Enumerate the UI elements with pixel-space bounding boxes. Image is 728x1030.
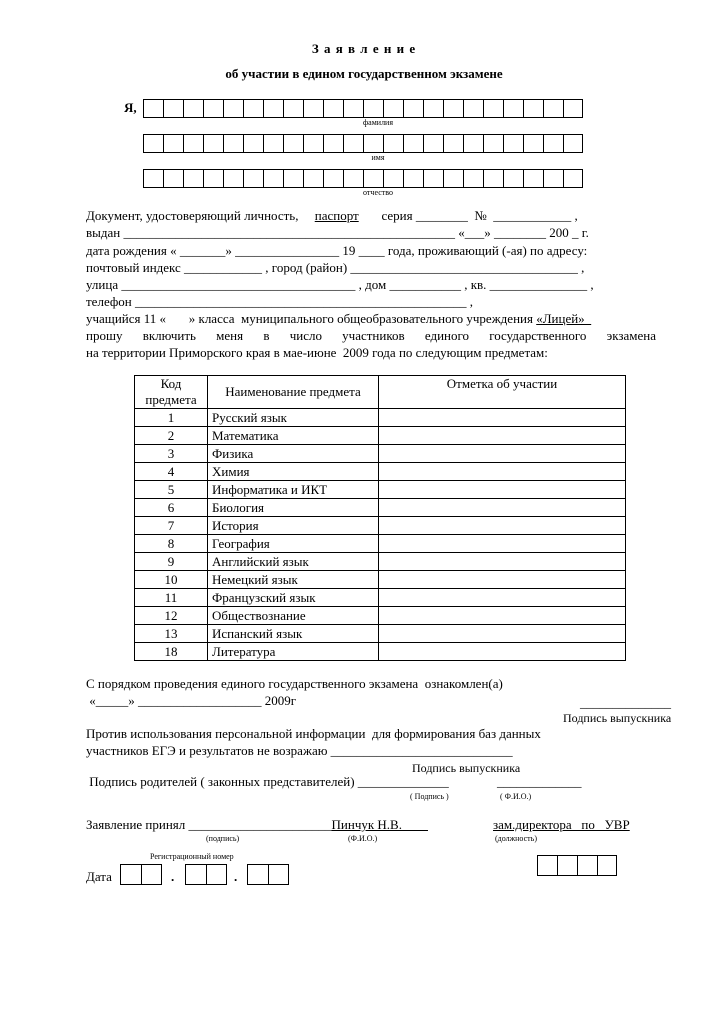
- subject-name: География: [208, 535, 379, 553]
- student-school: «Лицей»: [536, 311, 592, 326]
- subject-name: Биология: [208, 499, 379, 517]
- subject-code: 5: [135, 481, 208, 499]
- participation-mark-cell[interactable]: [379, 625, 626, 643]
- accepted-name: Пинчук Н.В.: [331, 817, 428, 832]
- table-row: [135, 589, 626, 607]
- document-title: З а я в л е н и е: [311, 41, 417, 56]
- name-cells[interactable]: [143, 134, 583, 153]
- table-row: [135, 517, 626, 535]
- participation-mark-cell[interactable]: [379, 607, 626, 625]
- table-row: [135, 499, 626, 517]
- patronymic-cells[interactable]: [143, 169, 583, 188]
- registration-number-cells[interactable]: [537, 855, 617, 876]
- header-mark: Отметка об участии: [379, 376, 626, 409]
- table-row: [135, 445, 626, 463]
- parents-line: Подпись родителей ( законных представителей) ______________: [86, 774, 449, 789]
- caption-position: (должность): [495, 834, 537, 843]
- parents-sign-caption: ( Подпись ): [410, 792, 449, 801]
- subject-name: Литература: [208, 643, 379, 661]
- document-subtitle: об участии в едином государственном экзамене: [225, 66, 503, 81]
- table-row: [135, 409, 626, 427]
- subject-code: 3: [135, 445, 208, 463]
- caption-fio: (Ф.И.О.): [348, 834, 378, 843]
- date-month-cells[interactable]: [185, 864, 227, 885]
- name-caption: имя: [371, 153, 385, 162]
- subject-name: Французский язык: [208, 589, 379, 607]
- subject-code: 8: [135, 535, 208, 553]
- header-name: Наименование предмета: [208, 376, 379, 409]
- subject-code: 10: [135, 571, 208, 589]
- subject-name: Английский язык: [208, 553, 379, 571]
- table-row: [135, 553, 626, 571]
- subject-name: Немецкий язык: [208, 571, 379, 589]
- subject-code: 6: [135, 499, 208, 517]
- consent-line-1: Против использования персональной информации для формирования баз данных: [86, 726, 541, 741]
- subject-name: Математика: [208, 427, 379, 445]
- participation-mark-cell[interactable]: [379, 589, 626, 607]
- subject-code: 7: [135, 517, 208, 535]
- date-dot-2: .: [234, 869, 238, 884]
- street-line: улица ____________________________________ , дом ___________ , кв. _______________ ,: [86, 277, 594, 292]
- subject-name: Химия: [208, 463, 379, 481]
- graduate-sign-line: ______________: [580, 695, 671, 710]
- birth-line: дата рождения « _______» ________________ 19 ____ года, проживающий (-ая) по адресу:: [86, 243, 588, 258]
- doc-suffix: серия ________ № ____________ ,: [381, 208, 578, 223]
- subject-name: Испанский язык: [208, 625, 379, 643]
- subject-code: 13: [135, 625, 208, 643]
- doc-prefix: Документ, удостоверяющий личность,: [86, 208, 299, 223]
- parents-fio-line: _____________: [497, 774, 582, 789]
- parents-fio-caption: ( Ф.И.О.): [500, 792, 532, 801]
- table-row: [135, 625, 626, 643]
- table-row: [135, 571, 626, 589]
- subject-code: 11: [135, 589, 208, 607]
- participation-mark-cell[interactable]: [379, 427, 626, 445]
- subject-name: Физика: [208, 445, 379, 463]
- subject-code: 9: [135, 553, 208, 571]
- phone-line: телефон ___________________________________________________ ,: [86, 294, 473, 309]
- participation-mark-cell[interactable]: [379, 571, 626, 589]
- participation-mark-cell[interactable]: [379, 643, 626, 661]
- territory-line: на территории Приморского края в мае-июне 2009 года по следующим предметам:: [86, 345, 548, 360]
- student-prefix: учащийся 11 « » класса муниципального общеобразовательного учреждения: [86, 311, 537, 326]
- subject-code: 1: [135, 409, 208, 427]
- participation-mark-cell[interactable]: [379, 535, 626, 553]
- date-line: «_____» ___________________ 2009г: [86, 693, 297, 708]
- issued-line: выдан ___________________________________________________ «___» ________ 200 _ г.: [86, 225, 589, 240]
- accepted-prefix: Заявление принял: [86, 817, 186, 832]
- consent-caption: Подпись выпускника: [412, 761, 521, 775]
- accepted-line: [86, 817, 428, 833]
- participation-mark-cell[interactable]: [379, 445, 626, 463]
- subjects-table: [134, 375, 626, 661]
- table-row: [135, 607, 626, 625]
- doc-passport: паспорт: [314, 208, 359, 223]
- registration-number-label: Регистрационный номер: [150, 852, 234, 861]
- participation-mark-cell[interactable]: [379, 463, 626, 481]
- header-code: Код предмета: [135, 376, 208, 409]
- doc-line: [86, 208, 578, 224]
- participation-mark-cell[interactable]: [379, 499, 626, 517]
- subject-name: Обществознание: [208, 607, 379, 625]
- participation-mark-cell[interactable]: [379, 553, 626, 571]
- table-row: [135, 643, 626, 661]
- date-dot-1: .: [171, 869, 175, 884]
- subject-code: 2: [135, 427, 208, 445]
- participation-mark-cell[interactable]: [379, 517, 626, 535]
- table-row: [135, 427, 626, 445]
- postal-line: почтовый индекс ____________ , город (район) ___________________________________ ,: [86, 260, 585, 275]
- date-year-cells[interactable]: [247, 864, 289, 885]
- subject-name: Русский язык: [208, 409, 379, 427]
- subjects-header-row: [135, 376, 626, 409]
- surname-cells[interactable]: [143, 99, 583, 118]
- i-label: Я,: [124, 100, 137, 115]
- surname-caption: фамилия: [362, 118, 394, 127]
- graduate-sign-caption: Подпись выпускника: [563, 711, 672, 725]
- date-day-cells[interactable]: [120, 864, 162, 885]
- accepted-underline: ______________________: [188, 817, 332, 832]
- familiar-line: С порядком проведения единого государственного экзамена ознакомлен(а): [86, 676, 503, 691]
- consent-line-2: участников ЕГЭ и результатов не возражаю ____________________________: [86, 743, 513, 758]
- subject-code: 18: [135, 643, 208, 661]
- participation-mark-cell[interactable]: [379, 409, 626, 427]
- subject-name: Информатика и ИКТ: [208, 481, 379, 499]
- table-row: [135, 481, 626, 499]
- participation-mark-cell[interactable]: [379, 481, 626, 499]
- table-row: [135, 463, 626, 481]
- accepted-position: зам.директора по УВР: [493, 817, 630, 832]
- table-row: [135, 535, 626, 553]
- caption-sign: (подпись): [206, 834, 240, 843]
- subject-name: История: [208, 517, 379, 535]
- subject-code: 12: [135, 607, 208, 625]
- patronymic-caption: отчество: [363, 188, 393, 197]
- date-label: Дата: [86, 869, 112, 884]
- subject-code: 4: [135, 463, 208, 481]
- request-line: прошу включить меня в число участников единого государственного экзамена: [86, 328, 656, 343]
- student-line: [86, 311, 591, 327]
